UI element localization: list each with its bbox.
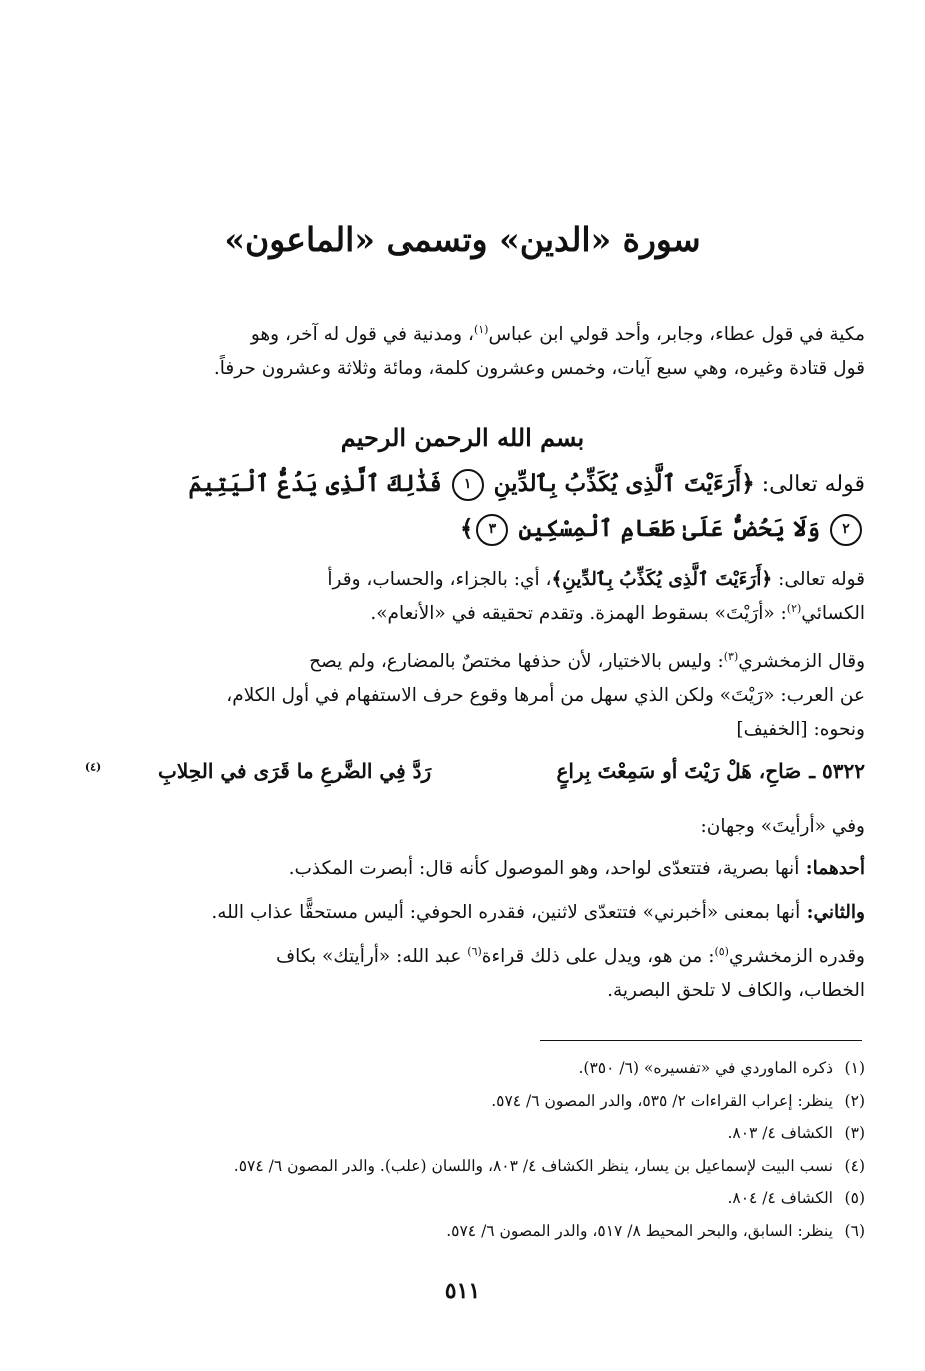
last-paragraph <box>60 940 865 1008</box>
poem-hemistich-1: صَاحِ، هَلْ رَيْتَ أو سَمِعْتَ بِراعٍ <box>556 759 802 783</box>
zamakhshari-text-b: : وليس بالاختيار، لأن حذفها مختصٌ بالمضارع، ولم يصح <box>309 651 724 672</box>
footnote-ref-4[interactable]: (٤) <box>84 760 102 774</box>
kisai-line-2 <box>60 597 865 631</box>
footnote-2 <box>60 1085 865 1118</box>
first-aspect-text: أنها بصرية، فتتعدّى لواحد، وهو الموصول كأنه قال: أبصرت المكذب. <box>288 858 800 879</box>
first-aspect-paragraph <box>60 852 865 886</box>
footnote-6 <box>60 1215 865 1248</box>
last-text-c: عبد الله: «أرأيتك» بكاف <box>276 946 468 967</box>
footnote-number: (١) <box>844 1059 865 1077</box>
verse-close-bracket: ﴾ <box>459 515 474 542</box>
zamakhshari-line-1 <box>60 645 865 679</box>
footnote-number: (٣) <box>844 1124 865 1142</box>
second-aspect-text: أنها بمعنى «أخبرني» فتتعدّى لاثنين، فقدره الحوفي: أليس مستحقًّا عذاب الله. <box>211 902 801 923</box>
second-aspect-paragraph <box>60 896 865 930</box>
last-text-a: وقدره الزمخشري <box>728 946 865 967</box>
first-aspect-lead: أحدهما: <box>799 858 865 879</box>
basmala: بسم الله الرحمن الرحيم <box>340 423 585 452</box>
footnote-ref-5[interactable]: (٥) <box>714 944 729 958</box>
footnote-text: ينظر: السابق، والبحر المحيط ٨/ ٥١٧، والدر المصون ٦/ ٥٧٤. <box>446 1221 833 1240</box>
ayah-1: أَرَءَيْتَ ٱلَّذِى يُكَذِّبُ بِٱلدِّينِ <box>493 470 742 497</box>
verse-line-2 <box>60 507 865 552</box>
footnote-number: (٥) <box>844 1189 865 1207</box>
last-text-b: : من هو، ويدل على ذلك قراءة <box>481 946 715 967</box>
zamakhshari-paragraph <box>60 645 865 747</box>
kisai-text-b: ، أي: بالجزاء، والحساب، وقرأ <box>327 569 552 590</box>
poem-number: ٥٣٢٢ ـ <box>809 759 865 783</box>
last-line-1 <box>60 940 865 974</box>
kisai-quran-quote: ﴿أَرَءَيْتَ ٱلَّذِى يُكَذِّبُ بِٱلدِّينِ﴾ <box>551 569 773 590</box>
last-line-2: الخطاب، والكاف لا تلحق البصرية. <box>607 980 865 1001</box>
poem-verse <box>60 753 865 789</box>
footnote-text: الكشاف ٤/ ٨٠٣. <box>727 1124 833 1142</box>
footnotes <box>60 1052 865 1247</box>
footnote-1 <box>60 1052 865 1085</box>
surah-title: سورة «الدين» وتسمى «الماعون» <box>224 220 701 259</box>
footnote-text: الكشاف ٤/ ٨٠٤. <box>727 1189 833 1207</box>
verse-block <box>60 462 865 552</box>
ayah-number-1: ١ <box>452 469 484 501</box>
footnote-ref-2[interactable]: (٢) <box>786 601 802 615</box>
kisai-lead: قوله تعالى: <box>772 569 865 590</box>
footnote-number: (٢) <box>844 1091 865 1110</box>
footnote-number: (٤) <box>844 1156 865 1175</box>
intro-paragraph <box>60 318 865 386</box>
kisai-text-c: : «أرَيْتَ» بسقوط الهمزة. وتقدم تحقيقه في «الأنعام». <box>370 603 787 624</box>
footnote-ref-1[interactable]: (١) <box>473 322 489 336</box>
footnote-text: ذكره الماوردي في «تفسيره» (٦/ ٣٥٠). <box>578 1059 833 1077</box>
verse-lead: قوله تعالى: <box>754 472 865 497</box>
zamakhshari-line-2: عن العرب: «رَيْتَ» ولكن الذي سهل من أمرها وقوع حرف الاستفهام في أول الكلام، <box>226 685 865 706</box>
footnote-text: نسب البيت لإسماعيل بن يسار، ينظر الكشاف ٤/ ٨٠٣، واللسان (علب). والدر المصون ٦/ ٥٧٤. <box>233 1156 833 1175</box>
footnote-number: (٦) <box>844 1221 865 1240</box>
intro-text-a: مكية في قول عطاء، وجابر، وأحد قولي ابن عباس <box>488 324 865 345</box>
poem-hemistich-2: رَدَّ فِي الضَّرعِ ما قَرَى في الحِلابِ <box>158 759 432 783</box>
page-number: ٥١١ <box>444 1278 481 1304</box>
second-aspect-lead: والثاني: <box>800 902 865 923</box>
intro-text-b: ، ومدنية في قول له آخر، وهو <box>250 324 474 345</box>
ayah-number-3: ٣ <box>476 514 508 546</box>
zamakhshari-line-3: ونحوه: [الخفيف] <box>736 719 865 740</box>
zamakhshari-text-a: وقال الزمخشري <box>738 651 865 672</box>
ayah-number-2: ٢ <box>830 514 862 546</box>
intro-line-2: قول قتادة وغيره، وهي سبع آيات، وخمس وعشرون كلمة، ومائة وثلاثة وعشرون حرفاً. <box>213 358 865 379</box>
kisai-line-1 <box>60 563 865 597</box>
verse-open-bracket: ﴿ <box>741 470 755 497</box>
footnote-ref-3[interactable]: (٣) <box>723 649 739 663</box>
ayah-2: فَذَٰلِكَ ٱلَّذِى يَدُعُّ ٱلْيَتِيمَ <box>188 470 442 497</box>
footnote-5 <box>60 1182 865 1215</box>
ayah-3: وَلَا يَحُضُّ عَلَىٰ طَعَامِ ٱلْمِسْكِينِ <box>518 515 820 542</box>
footnote-separator <box>540 1040 862 1041</box>
footnote-text: ينظر: إعراب القراءات ٢/ ٥٣٥، والدر المصون ٦/ ٥٧٤. <box>491 1091 833 1110</box>
footnote-ref-6[interactable]: (٦) <box>467 944 482 958</box>
footnote-4 <box>60 1150 865 1183</box>
intro-line-1 <box>60 318 865 352</box>
verse-line-1 <box>60 462 865 507</box>
kisai-name: الكسائي <box>801 603 865 624</box>
footnote-3 <box>60 1117 865 1150</box>
wujuh-paragraph: وفي «أرأيتَ» وجهان: <box>700 816 865 837</box>
kisai-paragraph <box>60 563 865 631</box>
